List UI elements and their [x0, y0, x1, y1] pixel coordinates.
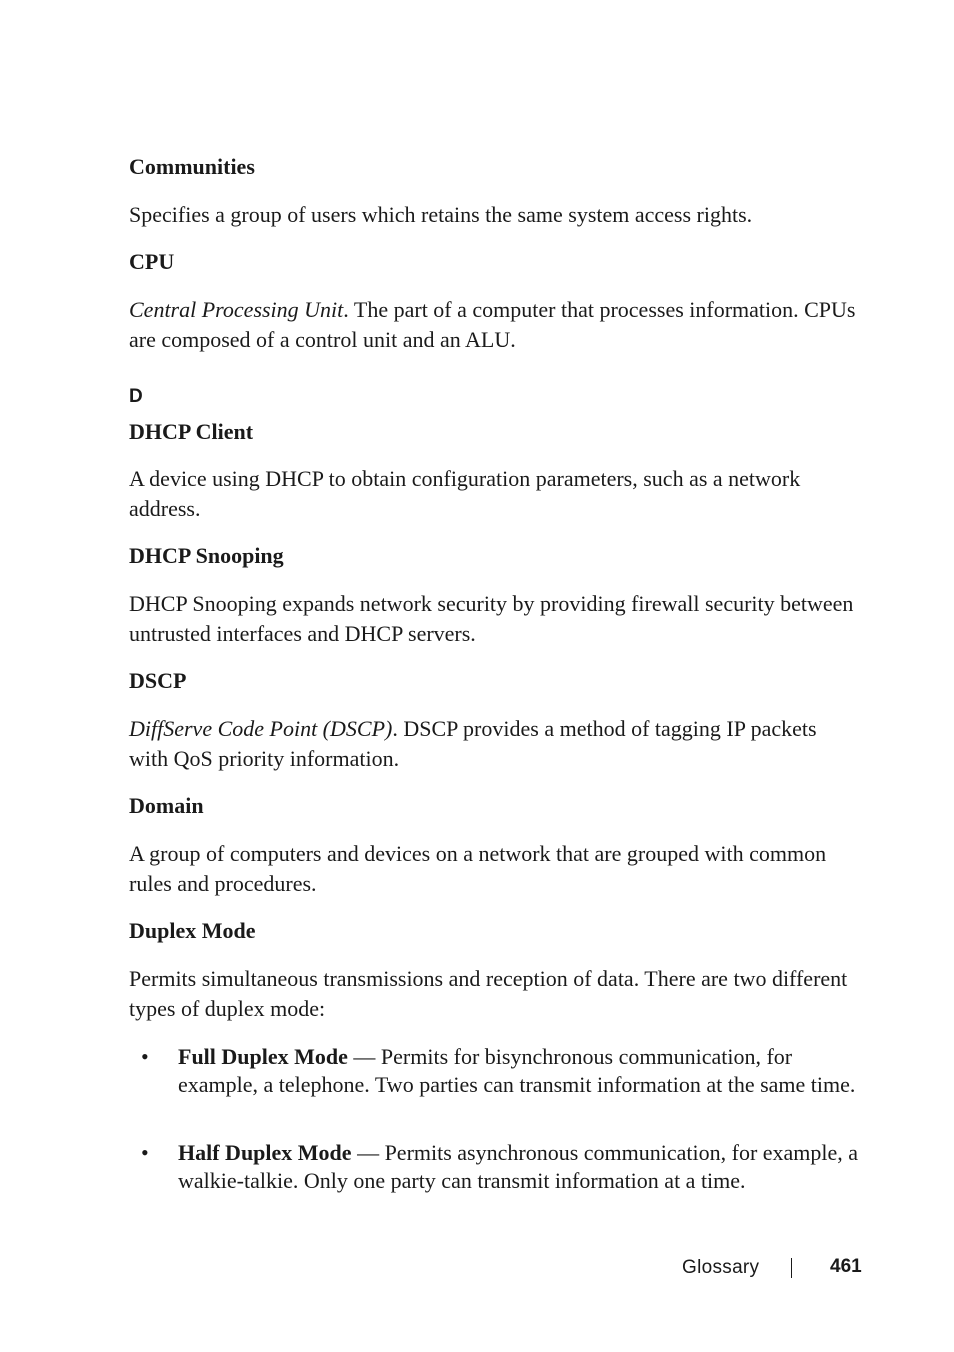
definition-cpu: [129, 295, 859, 355]
bullet-term: Half Duplex Mode: [178, 1140, 352, 1165]
bullet-icon: •: [141, 1140, 149, 1165]
definition-text: A group of computers and devices on a network that are grouped with common rules and procedures.: [129, 841, 827, 896]
definition-italic: DiffServe Code Point (DSCP): [129, 716, 393, 741]
page-footer: [0, 1255, 954, 1281]
definition-text: A device using DHCP to obtain configuration parameters, such as a network address.: [129, 466, 801, 521]
definition-dhcp-snooping: [129, 589, 859, 649]
bullet-text: [178, 1139, 859, 1194]
definition-text: . DSCP provides a method of tagging IP packets with QoS priority information.: [129, 716, 817, 771]
term-dscp: DSCP: [129, 668, 187, 693]
footer-section-title: Glossary: [682, 1257, 760, 1278]
definition-text: . The part of a computer that processes information. CPUs are composed of a control unit and an ALU.: [129, 297, 856, 352]
term-duplex-mode: Duplex Mode: [129, 918, 256, 943]
term-cpu: CPU: [129, 249, 175, 274]
section-letter-d: D: [129, 386, 143, 407]
definition-duplex-mode: [129, 964, 859, 1024]
definition-dscp: [129, 714, 859, 774]
definition-italic: Central Processing Unit: [129, 297, 344, 322]
term-communities: Communities: [129, 154, 255, 179]
term-dhcp-client: DHCP Client: [129, 419, 254, 444]
bullet-term: Full Duplex Mode: [178, 1044, 348, 1069]
term-dhcp-snooping: DHCP Snooping: [129, 543, 284, 568]
bullet-description: — Permits asynchronous communication, for example, a walkie-talkie. Only one party can transmit information at a time.: [178, 1140, 859, 1193]
definition-communities: [129, 200, 859, 230]
term-domain: Domain: [129, 793, 204, 818]
definition-dhcp-client: [129, 464, 859, 524]
bullet-icon: •: [141, 1044, 149, 1069]
footer-divider: [791, 1258, 792, 1278]
definition-text: Permits simultaneous transmissions and reception of data. There are two different types of duplex mode:: [129, 966, 848, 1021]
definition-text: Specifies a group of users which retains the same system access rights.: [129, 202, 753, 227]
page-number: 461: [830, 1256, 862, 1277]
definition-domain: [129, 839, 859, 899]
definition-text: DHCP Snooping expands network security by providing firewall security between untrusted interfaces and DHCP servers.: [129, 591, 854, 646]
bullet-description: — Permits for bisynchronous communication, for example, a telephone. Two parties can transmit information at the same time.: [178, 1044, 856, 1097]
bullet-text: [178, 1043, 859, 1098]
